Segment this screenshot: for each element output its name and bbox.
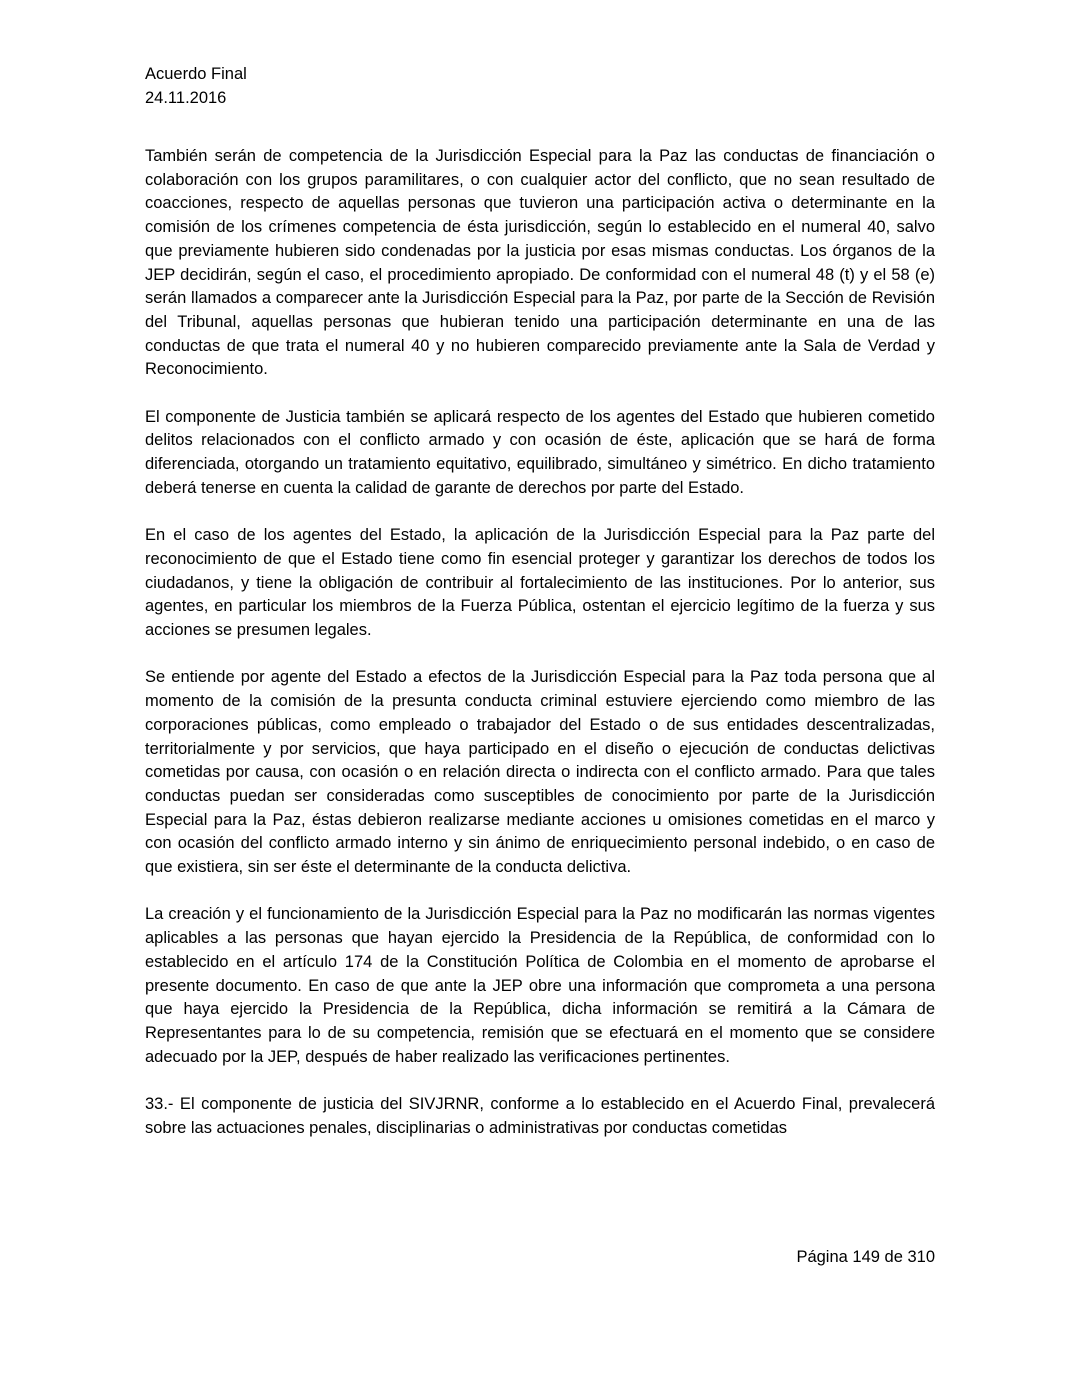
- document-date: 24.11.2016: [145, 89, 227, 107]
- document-body: [145, 145, 935, 1164]
- paragraph: El componente de Justicia también se aplicará respecto de los agentes del Estado que hubieren cometido delitos relacionados con el conflicto armado y con ocasión de éste, aplicación que se hará de forma diferenciada, otorgando un tratamiento equitativo, equilibrado, simultáneo y simétrico. En dicho tratamiento deberá tenerse en cuenta la calidad de garante de derechos por parte del Estado.: [145, 407, 935, 497]
- paragraph: En el caso de los agentes del Estado, la aplicación de la Jurisdicción Especial para la Paz parte del reconocimiento de que el Estado tiene como fin esencial proteger y garantizar los derechos de todos los ciudadanos, y tiene la obligación de contribuir al fortalecimiento de las instituciones. Por lo anterior, sus agentes, en particular los miembros de la Fuerza Pública, ostentan el ejercicio legítimo de la fuerza y sus acciones se presumen legales.: [145, 526, 935, 640]
- page-number: Página 149 de 310: [796, 1248, 935, 1266]
- paragraph: Se entiende por agente del Estado a efectos de la Jurisdicción Especial para la Paz toda persona que al momento de la comisión de la presunta conducta criminal estuviere ejerciendo como miembro de las corporaciones públicas, como empleado o trabajador del Estado o de sus entidades descentralizadas, territorialmente y por servicios, que haya participado en el diseño o ejecución de conductas delictivas cometidas por causa, con ocasión o en relación directa o indirecta con el conflicto armado. Para que tales conductas puedan ser consideradas como susceptibles de conocimiento por parte de la Jurisdicción Especial para la Paz, éstas debieron realizarse mediante acciones u omisiones cometidas en el marco y con ocasión del conflicto armado interno y sin ánimo de enriquecimiento personal indebido, o en caso de que existiera, sin ser éste el determinante de la conducta delictiva.: [145, 668, 935, 877]
- document-header: [145, 62, 247, 110]
- paragraph: La creación y el funcionamiento de la Jurisdicción Especial para la Paz no modificarán las normas vigentes aplicables a las personas que hayan ejercido la Presidencia de la República, de conformidad con lo establecido en el artículo 174 de la Constitución Política de Colombia en el momento de aprobarse el presente documento. En caso de que ante la JEP obre una información que comprometa a una persona que haya ejercido la Presidencia de la República, dicha información se remitirá a la Cámara de Representantes para lo de su competencia, remisión que se efectuará en el momento que se considere adecuado por la JEP, después de haber realizado las verificaciones pertinentes.: [145, 905, 935, 1066]
- paragraph: También serán de competencia de la Jurisdicción Especial para la Paz las conductas de financiación o colaboración con los grupos paramilitares, o con cualquier actor del conflicto, que no sean resultado de coacciones, respecto de aquellas personas que tuvieron una participación activa o determinante en la comisión de los crímenes competencia de ésta jurisdicción, según lo establecido en el numeral 40, salvo que previamente hubieren sido condenadas por la justicia por esas mismas conductas. Los órganos de la JEP decidirán, según el caso, el procedimiento apropiado. De conformidad con el numeral 48 (t) y el 58 (e) serán llamados a comparecer ante la Jurisdicción Especial para la Paz, por parte de la Sección de Revisión del Tribunal, aquellas personas que hubieran tenido una participación determinante en una de las conductas de que trata el numeral 40 y no hubieren comparecido previamente ante la Sala de Verdad y Reconocimiento.: [145, 147, 935, 379]
- paragraph: 33.- El componente de justicia del SIVJRNR, conforme a lo establecido en el Acuerdo Final, prevalecerá sobre las actuaciones penales, disciplinarias o administrativas por conductas cometidas: [145, 1095, 935, 1137]
- document-title: Acuerdo Final: [145, 65, 247, 83]
